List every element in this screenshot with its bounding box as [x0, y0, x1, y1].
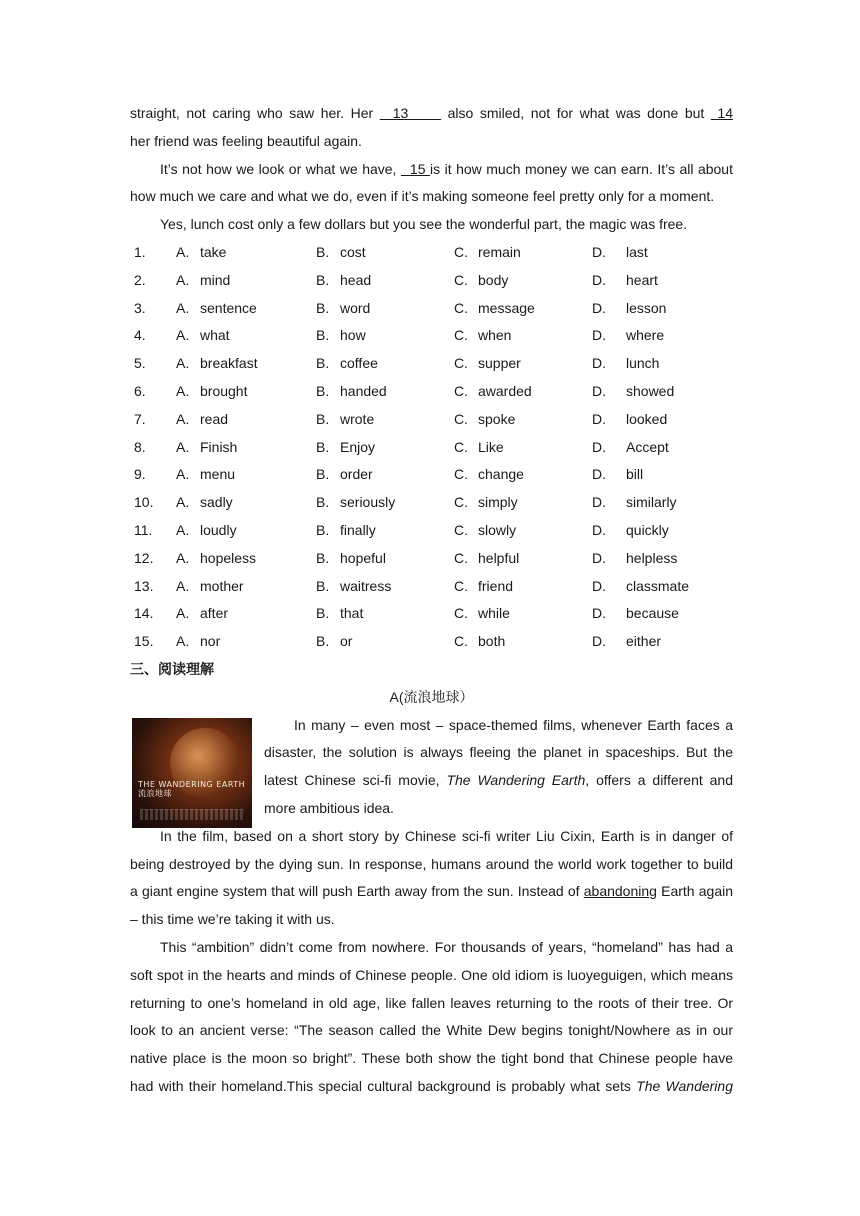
- blank-13: 13: [379, 105, 442, 121]
- option-letter-c: C.: [454, 549, 468, 566]
- text-segment: also smiled, not for what was done but: [441, 105, 711, 121]
- option-c-text: message: [478, 299, 535, 316]
- option-row: [130, 239, 733, 267]
- option-b-text: waitress: [340, 577, 392, 594]
- option-letter-c: C.: [454, 355, 468, 372]
- option-b-text: order: [340, 466, 373, 483]
- option-letter-b: B.: [316, 410, 330, 427]
- option-letter-d: D.: [592, 494, 606, 511]
- option-d-text: classmate: [626, 577, 690, 594]
- option-b-text: handed: [340, 382, 387, 399]
- blank-14: 14: [710, 105, 733, 121]
- text-segment: , offers a different and: [585, 772, 733, 789]
- option-letter-d: D.: [592, 355, 606, 372]
- option-letter-a: A.: [176, 382, 190, 399]
- option-b-text: that: [340, 605, 364, 622]
- question-number: 2.: [134, 271, 146, 288]
- option-letter-b: B.: [316, 243, 330, 260]
- question-number: 11.: [134, 521, 153, 538]
- option-d-text: showed: [626, 382, 675, 399]
- option-b-text: finally: [340, 521, 376, 538]
- passage-figure-block: [130, 712, 733, 823]
- option-letter-a: A.: [176, 243, 190, 260]
- option-row: [130, 600, 733, 628]
- text-segment: latest Chinese sci-fi movie,: [264, 772, 447, 789]
- poster-title: THE WANDERING EARTH 流浪地球: [138, 779, 246, 798]
- option-letter-b: B.: [316, 466, 330, 483]
- blank-15: 15: [400, 160, 430, 177]
- poster-credits-graphic: [140, 809, 244, 820]
- p2-line-3: [130, 878, 733, 906]
- option-letter-d: D.: [592, 633, 606, 650]
- option-letter-c: C.: [454, 438, 468, 455]
- option-a-text: what: [200, 327, 230, 344]
- option-b-text: seriously: [340, 494, 396, 511]
- option-d-text: helpless: [626, 549, 678, 566]
- option-row: [130, 295, 733, 323]
- option-letter-b: B.: [316, 633, 330, 650]
- option-letter-d: D.: [592, 299, 606, 316]
- p3-line-1: This “ambition” didn’t come from nowhere. For thousands of years, “homeland” has had a: [160, 938, 733, 955]
- option-b-text: cost: [340, 243, 366, 260]
- p1-line-4: more ambitious idea.: [264, 799, 394, 816]
- option-d-text: Accept: [626, 438, 669, 455]
- option-letter-a: A.: [176, 549, 190, 566]
- cloze-line-3: [130, 156, 733, 184]
- question-number: 14.: [134, 605, 154, 622]
- passage-subtitle: A(流浪地球）: [389, 688, 474, 705]
- film-title: The Wandering: [636, 1077, 733, 1094]
- paragraph-1: [264, 712, 733, 823]
- option-letter-b: B.: [316, 494, 330, 511]
- p1-line-3: [264, 767, 733, 795]
- option-letter-d: D.: [592, 466, 606, 483]
- option-a-text: hopeless: [200, 549, 257, 566]
- option-c-text: both: [478, 633, 506, 650]
- option-letter-d: D.: [592, 382, 606, 399]
- question-number: 12.: [134, 549, 154, 566]
- option-letter-b: B.: [316, 355, 330, 372]
- option-b-text: word: [340, 299, 371, 316]
- option-letter-a: A.: [176, 633, 190, 650]
- cloze-line-4: how much we care and what we do, even if it’s making someone feel pretty only for a moment.: [130, 188, 715, 205]
- option-a-text: mind: [200, 271, 231, 288]
- film-title: The Wandering Earth: [446, 772, 586, 789]
- question-number: 8.: [134, 438, 146, 455]
- text-segment: had with their homeland.This special cultural background is probably what sets: [130, 1077, 637, 1094]
- option-d-text: either: [626, 633, 662, 650]
- option-letter-a: A.: [176, 494, 190, 511]
- option-row: [130, 406, 733, 434]
- option-letter-c: C.: [454, 521, 468, 538]
- option-d-text: looked: [626, 410, 668, 427]
- option-c-text: body: [478, 271, 509, 288]
- text-segment: a giant engine system that will push Earth away from the sun. Instead of: [130, 883, 584, 900]
- option-b-text: or: [340, 633, 353, 650]
- paragraph-2: [130, 823, 733, 934]
- option-letter-c: C.: [454, 577, 468, 594]
- option-row: [130, 489, 733, 517]
- question-number: 13.: [134, 577, 154, 594]
- option-a-text: Finish: [200, 438, 238, 455]
- p3-line-3: returning to one’s homeland in old age, like fallen leaves returning to the roots of their tree. Or: [130, 994, 733, 1011]
- option-d-text: where: [626, 327, 665, 344]
- movie-poster-image: [132, 718, 252, 828]
- question-number: 7.: [134, 410, 146, 427]
- option-c-text: Like: [478, 438, 504, 455]
- option-b-text: head: [340, 271, 372, 288]
- question-number: 10.: [134, 494, 154, 511]
- option-a-text: nor: [200, 633, 221, 650]
- option-row: [130, 517, 733, 545]
- option-letter-b: B.: [316, 521, 330, 538]
- option-c-text: helpful: [478, 549, 520, 566]
- question-number: 6.: [134, 382, 146, 399]
- question-number: 15.: [134, 633, 154, 650]
- option-row: [130, 322, 733, 350]
- option-row: [130, 461, 733, 489]
- option-c-text: change: [478, 466, 524, 483]
- option-a-text: sadly: [200, 494, 233, 511]
- option-letter-a: A.: [176, 327, 190, 344]
- p3-line-6: [130, 1073, 733, 1101]
- option-a-text: sentence: [200, 299, 257, 316]
- option-row: [130, 267, 733, 295]
- cloze-line-1: [130, 100, 733, 128]
- option-d-text: quickly: [626, 521, 669, 538]
- underlined-word: abandoning: [583, 883, 657, 900]
- option-a-text: take: [200, 243, 227, 260]
- option-letter-c: C.: [454, 271, 468, 288]
- option-letter-a: A.: [176, 271, 190, 288]
- option-d-text: bill: [626, 466, 644, 483]
- option-d-text: lunch: [626, 355, 660, 372]
- text-segment: is it how much money we can earn. It’s all about: [429, 160, 733, 177]
- option-d-text: heart: [626, 271, 658, 288]
- question-number: 4.: [134, 327, 146, 344]
- p3-line-2: soft spot in the hearts and minds of Chinese people. One old idiom is luoyeguigen, which means: [130, 966, 733, 983]
- option-letter-a: A.: [176, 521, 190, 538]
- section-title: 三、阅读理解: [130, 660, 214, 677]
- p2-line-4: – this time we’re taking it with us.: [130, 911, 335, 928]
- option-letter-b: B.: [316, 577, 330, 594]
- option-b-text: wrote: [340, 410, 375, 427]
- option-letter-c: C.: [454, 466, 468, 483]
- option-a-text: loudly: [200, 521, 237, 538]
- option-c-text: spoke: [478, 410, 516, 427]
- option-letter-b: B.: [316, 299, 330, 316]
- option-c-text: remain: [478, 243, 521, 260]
- option-letter-c: C.: [454, 605, 468, 622]
- option-letter-b: B.: [316, 438, 330, 455]
- option-letter-a: A.: [176, 299, 190, 316]
- option-d-text: last: [626, 243, 648, 260]
- p1-line-1: In many – even most – space-themed films, whenever Earth faces a: [294, 716, 733, 733]
- option-b-text: coffee: [340, 355, 378, 372]
- option-row: [130, 573, 733, 601]
- question-number: 3.: [134, 299, 146, 316]
- p1-line-2: disaster, the solution is always fleeing the planet in spaceships. But the: [264, 744, 733, 761]
- option-b-text: how: [340, 327, 366, 344]
- option-letter-a: A.: [176, 466, 190, 483]
- text-segment: straight, not caring who saw her. Her: [130, 105, 380, 121]
- option-letter-b: B.: [316, 382, 330, 399]
- option-letter-a: A.: [176, 577, 190, 594]
- option-c-text: simply: [478, 494, 518, 511]
- document-page: [130, 100, 733, 1101]
- option-row: [130, 350, 733, 378]
- option-letter-d: D.: [592, 243, 606, 260]
- option-letter-d: D.: [592, 438, 606, 455]
- p2-line-1: In the film, based on a short story by Chinese sci-fi writer Liu Cixin, Earth is in danger of: [160, 827, 733, 844]
- option-letter-a: A.: [176, 410, 190, 427]
- option-c-text: slowly: [478, 521, 517, 538]
- option-a-text: after: [200, 605, 229, 622]
- option-d-text: similarly: [626, 494, 677, 511]
- p3-line-4: look to an ancient verse: “The season called the White Dew begins tonight/Nowhere as in our: [130, 1022, 733, 1039]
- option-letter-c: C.: [454, 410, 468, 427]
- option-a-text: menu: [200, 466, 236, 483]
- option-letter-d: D.: [592, 549, 606, 566]
- option-c-text: supper: [478, 355, 521, 372]
- option-letter-a: A.: [176, 605, 190, 622]
- option-a-text: brought: [200, 382, 248, 399]
- option-letter-c: C.: [454, 633, 468, 650]
- option-row: [130, 545, 733, 573]
- option-letter-c: C.: [454, 327, 468, 344]
- options-list: [130, 239, 733, 656]
- option-letter-c: C.: [454, 382, 468, 399]
- option-letter-c: C.: [454, 494, 468, 511]
- option-letter-d: D.: [592, 271, 606, 288]
- option-letter-d: D.: [592, 521, 606, 538]
- option-letter-d: D.: [592, 327, 606, 344]
- option-letter-d: D.: [592, 577, 606, 594]
- question-number: 1.: [134, 243, 146, 260]
- p2-line-2: being destroyed by the dying sun. In response, humans around the world work together to build: [130, 855, 733, 872]
- option-letter-d: D.: [592, 605, 606, 622]
- option-c-text: while: [478, 605, 510, 622]
- option-letter-b: B.: [316, 549, 330, 566]
- option-letter-a: A.: [176, 438, 190, 455]
- option-c-text: friend: [478, 577, 514, 594]
- option-letter-b: B.: [316, 271, 330, 288]
- option-row: [130, 434, 733, 462]
- option-c-text: when: [478, 327, 512, 344]
- option-letter-b: B.: [316, 605, 330, 622]
- option-d-text: because: [626, 605, 679, 622]
- cloze-line-2: her friend was feeling beautiful again.: [130, 132, 362, 149]
- option-letter-d: D.: [592, 410, 606, 427]
- option-b-text: hopeful: [340, 549, 386, 566]
- option-letter-c: C.: [454, 243, 468, 260]
- cloze-line-5: Yes, lunch cost only a few dollars but you see the wonderful part, the magic was free.: [160, 216, 688, 233]
- question-number: 9.: [134, 466, 146, 483]
- paragraph-3: [130, 934, 733, 1101]
- option-letter-c: C.: [454, 299, 468, 316]
- option-c-text: awarded: [478, 382, 532, 399]
- text-segment: It’s not how we look or what we have,: [160, 160, 401, 177]
- option-a-text: breakfast: [200, 355, 258, 372]
- text-segment: Earth again: [656, 883, 733, 900]
- option-row: [130, 378, 733, 406]
- option-letter-b: B.: [316, 327, 330, 344]
- question-number: 5.: [134, 355, 146, 372]
- option-a-text: read: [200, 410, 229, 427]
- option-b-text: Enjoy: [340, 438, 376, 455]
- option-letter-a: A.: [176, 355, 190, 372]
- option-d-text: lesson: [626, 299, 667, 316]
- option-row: [130, 628, 733, 656]
- option-a-text: mother: [200, 577, 244, 594]
- p3-line-5: native place is the moon so bright”. These both show the tight bond that Chinese people have: [130, 1050, 733, 1067]
